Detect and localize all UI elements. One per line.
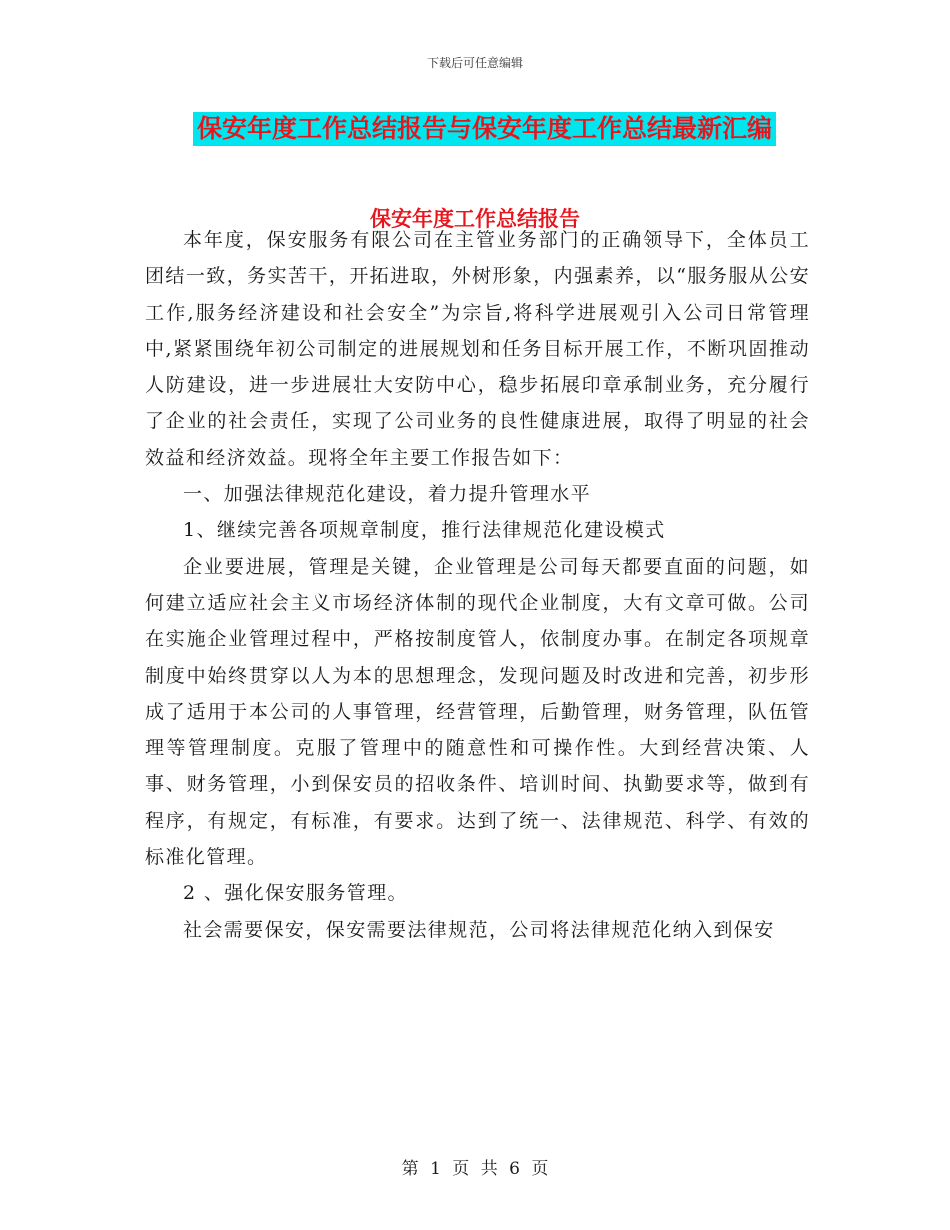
page-footer: 第 1 页 共 6 页 [401,1159,549,1179]
document-title: 保安年度工作总结报告与保安年度工作总结最新汇编 [193,112,776,146]
paragraph-heading-1: 一、加强法律规范化建设，着力提升管理水平 [183,483,592,506]
body-text [145,222,810,948]
paragraph-intro: 本年度，保安服务有限公司在主管业务部门的正确领导下，全体员工团结一致，务实苦干，开拓进取，外树形象，内强素养，以“服务服从公安工作,服务经济建设和社会安全”为宗旨,将科学进展观引入公司日常管理中,紧紧围绕年初公司制定的进展规划和任务目标开展工作，不断巩固推动人防建设，进一步进展壮大安防中心，稳步拓展印章承制业务，充分履行了企业的社会责任，实现了公司业务的良性健康进展，取得了明显的社会效益和经济效益。现将全年主要工作报告如下： [145,229,810,469]
paragraph-security: 社会需要保安，保安需要法律规范，公司将法律规范化纳入到保安 [183,918,775,941]
header-note: 下载后可任意编辑 [426,56,523,70]
section-title: 保安年度工作总结报告 [370,207,580,231]
paragraph-subheading-2: 2 、强化保安服务管理。 [183,882,408,905]
paragraph-management: 企业要进展，管理是关键，企业管理是公司每天都要直面的问题，如何建立适应社会主义市场经济体制的现代企业制度，大有文章可做。公司在实施企业管理过程中，严格按制度管人，依制度办事。在制定各项规章制度中始终贯穿以人为本的思想理念，发现问题及时改进和完善，初步形成了适用于本公司的人事管理，经营管理，后勤管理，财务管理，队伍管理等管理制度。克服了管理中的随意性和可操作性。大到经营决策、人事、财务管理，小到保安员的招收条件、培训时间、执勤要求等，做到有程序，有规定，有标准，有要求。达到了统一、法律规范、科学、有效的标准化管理。 [145,555,810,869]
paragraph-subheading-1: 1、继续完善各项规章制度，推行法律规范化建设模式 [183,519,666,542]
